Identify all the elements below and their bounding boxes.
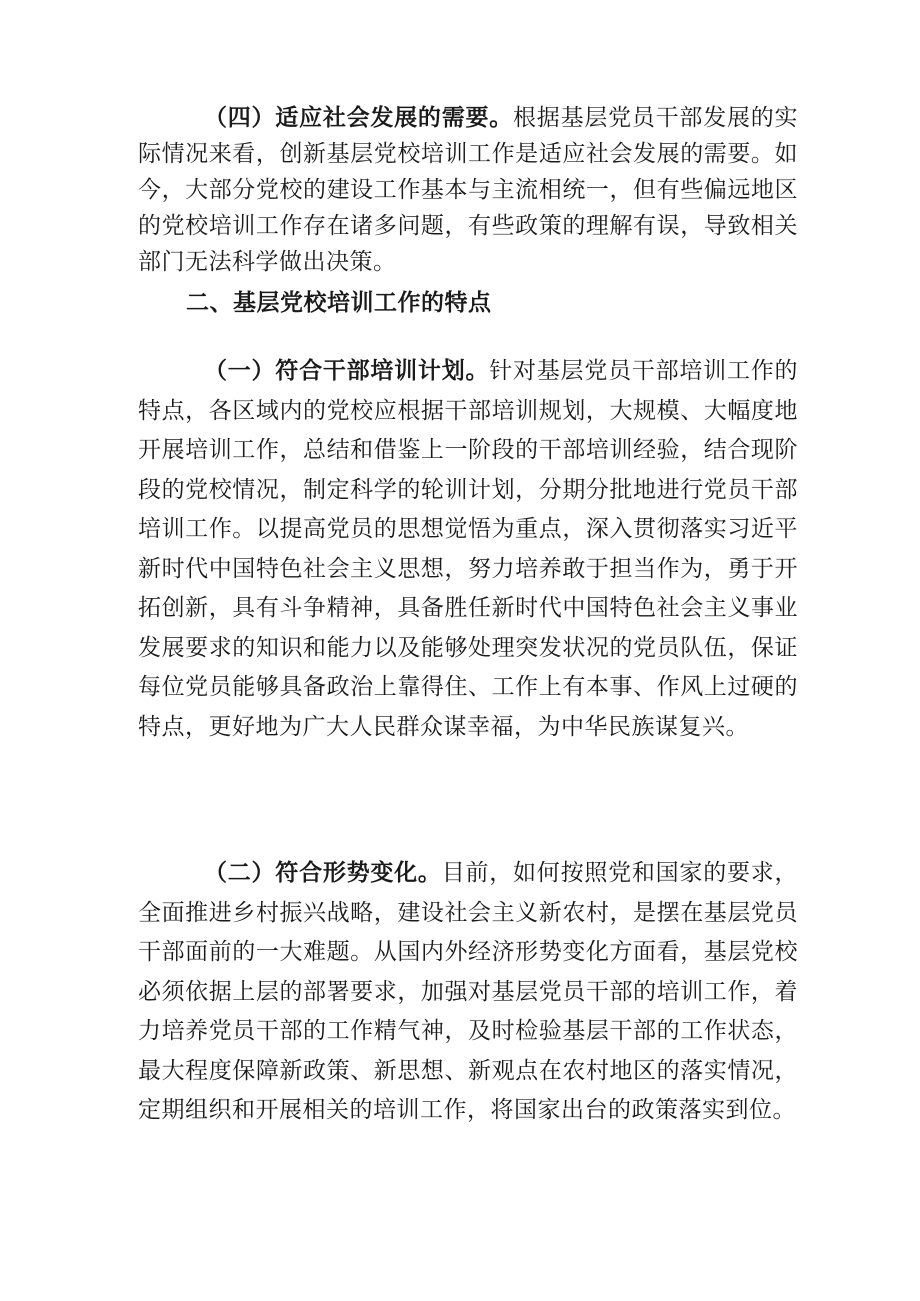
paragraph-lead: （二）符合形势变化。 — [204, 860, 442, 886]
paragraph-body: 根据基层党员干部发展的实际情况来看，创新基层党校培训工作是适应社会发展的需要。如今，大部分党校的建设工作基本与主流相统一，但有些偏远地区的党校培训工作存在诸多问题，有些政策的理解有误，导致相关部门无法科学做出决策。 — [138, 105, 799, 275]
paragraph-training-plan — [138, 352, 798, 747]
paragraph-body: 针对基层党员干部培训工作的特点，各区域内的党校应根据干部培训规划，大规模、大幅度地开展培训工作，总结和借鉴上一阶段的干部培训经验，结合现阶段的党校情况，制定科学的轮训计划，分期分批地进行党员干部培训工作。以提高党员的思想觉悟为重点，深入贯彻落实习近平新时代中国特色社会主义思想，努力培养敢于担当作为，勇于开拓创新，具有斗争精神，具备胜任新时代中国特色社会主义事业发展要求的知识和能力以及能够处理突发状况的党员队伍，保证每位党员能够具备政治上靠得住、工作上有本事、作风上过硬的特点，更好地为广大人民群众谋幸福，为中华民族谋复兴。 — [138, 358, 799, 740]
paragraph-lead: （一）符合干部培训计划。 — [204, 358, 490, 384]
paragraph-adapt-social-development — [138, 100, 798, 280]
section-heading: 二、基层党校培训工作的特点 — [186, 290, 492, 316]
paragraph-body: 目前，如何按照党和国家的要求，全面推进乡村振兴战略，建设社会主义新农村，是摆在基层党员干部面前的一大难题。从国内外经济形势变化方面看，基层党校必须依据上层的部署要求，加强对基层党员干部的培训工作，着力培养党员干部的工作精气神，及时检验基层干部的工作状态，最大程度保障新政策、新思想、新观点在农村地区的落实情况，定期组织和开展相关的培训工作，将国家出台的政策落实到位。 — [138, 860, 799, 1123]
paragraph-situation-change — [138, 854, 798, 1131]
paragraph-lead: （四）适应社会发展的需要。 — [204, 105, 514, 131]
